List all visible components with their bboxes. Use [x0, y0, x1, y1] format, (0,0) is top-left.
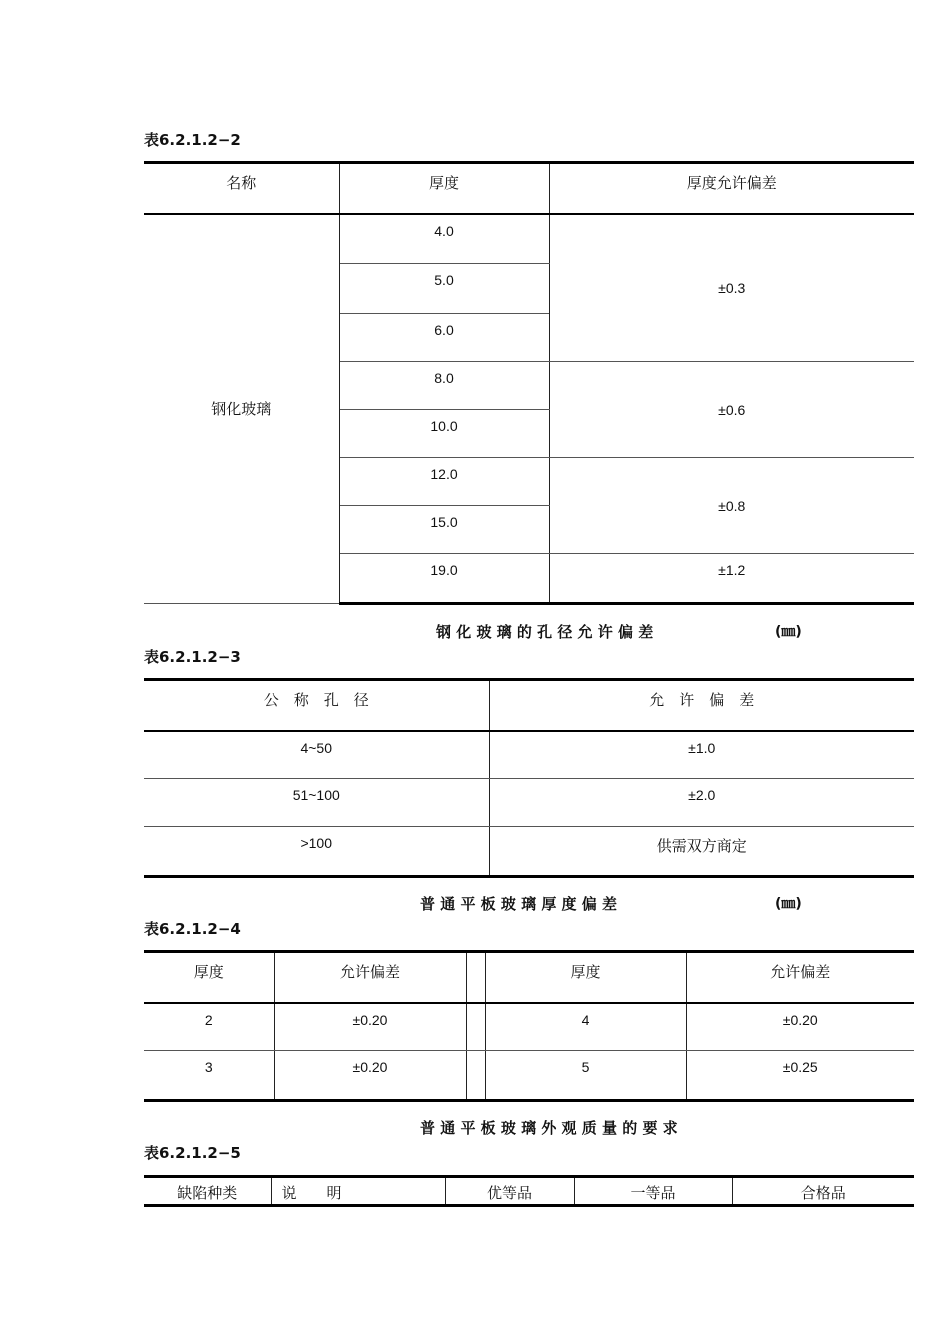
table-label: 表6.2.1.2−4	[144, 920, 241, 938]
table-label: 表6.2.1.2−3	[144, 648, 241, 666]
appearance-quality-table	[144, 1175, 914, 1207]
table-cell: 4~50	[144, 731, 489, 779]
thickness-cell: 4.0	[339, 214, 549, 264]
title-text: 普 通 平 板 玻 璃 厚 度 偏 差	[420, 895, 618, 913]
table-cell: ±0.20	[274, 1051, 466, 1101]
tolerance-cell: ±0.6	[549, 362, 914, 458]
column-header: 允许偏差	[274, 952, 466, 1003]
tolerance-cell: ±1.2	[549, 554, 914, 604]
thickness-cell: 12.0	[339, 458, 549, 506]
title-text: 钢 化 玻 璃 的 孔 径 允 许 偏 差	[436, 623, 654, 641]
table-cell: 5	[485, 1051, 686, 1101]
title-text: 普 通 平 板 玻 璃 外 观 质 量 的 要 求	[420, 1119, 678, 1137]
table-cell: >100	[144, 827, 489, 877]
table-label: 表6.2.1.2−5	[144, 1144, 241, 1162]
unit-label	[775, 893, 802, 913]
thickness-cell: 19.0	[339, 554, 549, 604]
column-header: 厚度	[144, 952, 274, 1003]
thickness-tolerance-table	[144, 161, 914, 605]
table-title	[420, 1117, 678, 1138]
column-header: 允许偏差	[686, 952, 914, 1003]
table-cell: ±1.0	[489, 731, 914, 779]
table-cell: 2	[144, 1003, 274, 1051]
column-header: 缺陷种类	[144, 1177, 271, 1206]
column-header: 厚度允许偏差	[549, 163, 914, 214]
column-header: 名称	[144, 163, 339, 214]
table-cell: ±0.20	[686, 1003, 914, 1051]
column-header: 合格品	[732, 1177, 914, 1206]
column-header: 厚度	[485, 952, 686, 1003]
thickness-cell: 10.0	[339, 410, 549, 458]
unit-text: (㎜)	[775, 896, 802, 912]
thickness-cell: 5.0	[339, 264, 549, 314]
table-label: 表6.2.1.2−2	[144, 131, 241, 149]
thickness-cell: 8.0	[339, 362, 549, 410]
glass-name-cell: 钢化玻璃	[144, 214, 339, 604]
table-cell: ±0.20	[274, 1003, 466, 1051]
table-cell: ±0.25	[686, 1051, 914, 1101]
unit-text: (㎜)	[775, 624, 802, 640]
table-title	[436, 621, 653, 642]
tolerance-cell: ±0.3	[549, 214, 914, 362]
flat-glass-thickness-table	[144, 950, 914, 1102]
table-cell: ±2.0	[489, 779, 914, 827]
table-title	[420, 893, 617, 914]
tolerance-cell: ±0.8	[549, 458, 914, 554]
table-cell: 供需双方商定	[489, 827, 914, 877]
column-header: 厚度	[339, 163, 549, 214]
thickness-cell: 6.0	[339, 314, 549, 362]
thickness-cell: 15.0	[339, 506, 549, 554]
spacer-cell	[466, 1003, 485, 1051]
column-header: 一等品	[574, 1177, 732, 1206]
table-cell: 51~100	[144, 779, 489, 827]
column-header: 说 明	[271, 1177, 445, 1206]
unit-label	[775, 621, 802, 641]
spacer-cell	[466, 1051, 485, 1101]
column-header: 允 许 偏 差	[489, 680, 914, 731]
spacer-cell	[466, 952, 485, 1003]
column-header: 公 称 孔 径	[144, 680, 489, 731]
table-cell: 4	[485, 1003, 686, 1051]
column-header: 优等品	[445, 1177, 574, 1206]
table-cell: 3	[144, 1051, 274, 1101]
hole-diameter-tolerance-table	[144, 678, 914, 878]
